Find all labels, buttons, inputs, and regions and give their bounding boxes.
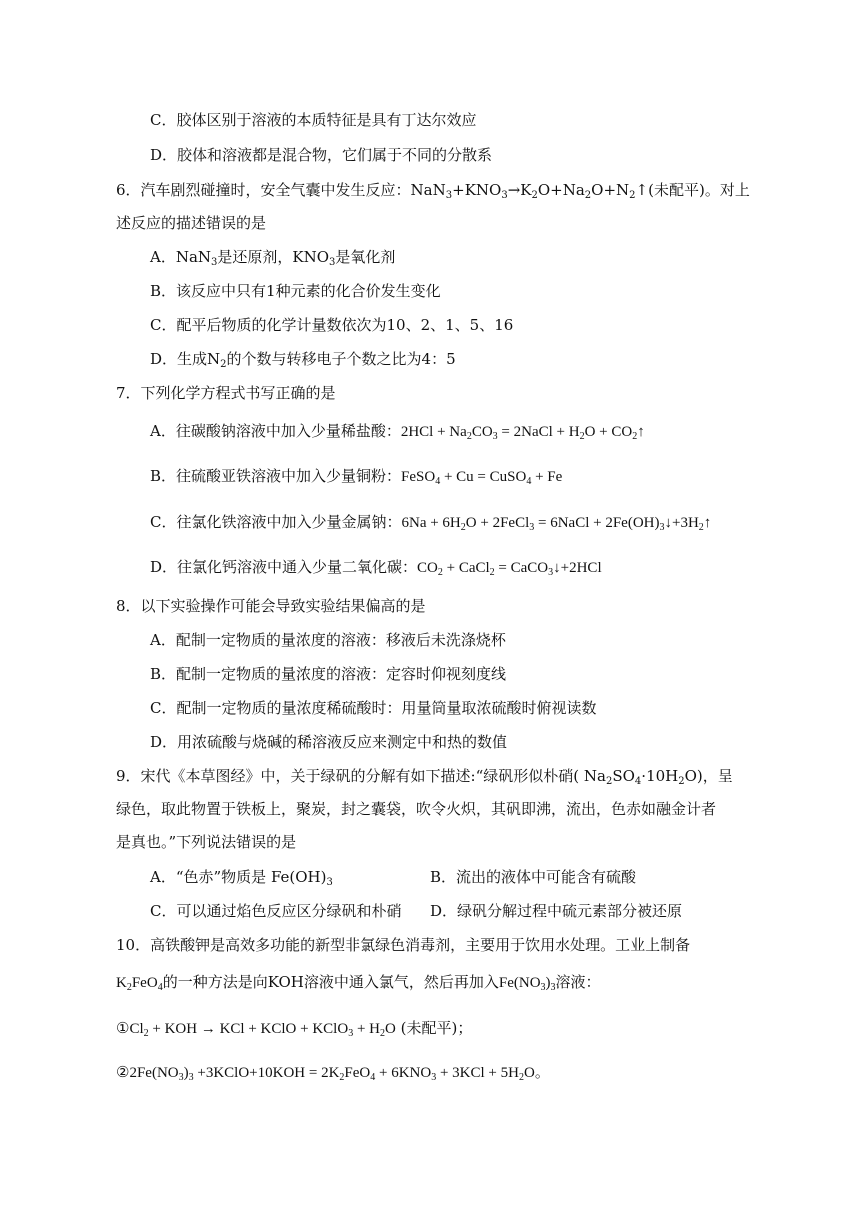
q8-option-d: D．用浓硫酸与烧碱的稀溶液反应来测定中和热的数值 [150, 733, 508, 751]
q8-option-b: B．配制一定物质的量浓度的溶液：定容时仰视刻度线 [150, 665, 507, 683]
q6-option-b: B．该反应中只有1种元素的化合价发生变化 [150, 282, 441, 300]
q10-stem-line2: $K_2FeO_4$的一种方法是向KOH溶液中通入氯气，然后再加入$Fe(NO_3)_3$溶液： [116, 973, 601, 993]
q9-stem-line3: 是真也。”下列说法错误的是 [116, 833, 297, 851]
q8-option-a: A．配制一定物质的量浓度的溶液：移液后未洗涤烧杯 [150, 631, 506, 649]
q9-stem: 9．宋代《本草图经》中，关于绿矾的分解有如下描述:“绿矾形似朴硝( $Na_2SO_4\cdot 10H_2O$)，呈 [116, 767, 733, 787]
q10-equation-2: $②2Fe(NO_3)_3$ +3KClO+10KOH = $2K_2FeO_4 + 6KNO_3 + 3KCl + 5H_2O$。 [116, 1063, 550, 1083]
q6-stem: 6．汽车剧烈碰撞时，安全气囊中发生反应：$NaN_3+KNO_3\to K_2O+Na_2O+N_2↑$(未配平)。对上 [116, 181, 750, 201]
q9-option-a: A．“色赤”物质是 $Fe(OH)_3$ [150, 868, 333, 888]
q8-stem: 8．以下实验操作可能会导致实验结果偏高的是 [116, 597, 426, 615]
q6-option-a: A．NaN$_3$是还原剂，$KNO_3$是氧化剂 [150, 248, 396, 268]
q5-option-d: D．胶体和溶液都是混合物，它们属于不同的分散系 [150, 146, 493, 164]
q6-stem-line2: 述反应的描述错误的是 [116, 214, 267, 232]
q9-option-b: B．流出的液体中可能含有硫酸 [430, 868, 637, 886]
q8-option-c: C．配制一定物质的量浓度稀硫酸时：用量筒量取浓硫酸时俯视读数 [150, 699, 597, 717]
q7-option-b: B．往硫酸亚铁溶液中加入少量铜粉：FeSO$_4$ + Cu = CuSO$_4$ + Fe [150, 467, 563, 487]
q6-option-d: D．生成$N_2$的个数与转移电子个数之比为4：5 [150, 350, 456, 370]
q9-option-c: C．可以通过焰色反应区分绿矾和朴硝 [150, 902, 402, 920]
q10-stem: 10．高铁酸钾是高效多功能的新型非氯绿色消毒剂，主要用于饮用水处理。工业上制备 [116, 936, 691, 954]
q7-stem: 7．下列化学方程式书写正确的是 [116, 384, 336, 402]
q6-option-c: C．配平后物质的化学计量数依次为10、2、1、5、16 [150, 316, 514, 334]
q7-option-d: D．往氯化钙溶液中通入少量二氧化碳：$CO_2$ + CaCl$_2$ = CaCO$_3$↓+2HCl [150, 558, 602, 578]
q9-option-d: D．绿矾分解过程中硫元素部分被还原 [430, 902, 683, 920]
q10-equation-1: $①Cl_2$ + KOH → KCl + KClO + KClO$_3$ + $H_2O$ (未配平)； [116, 1019, 473, 1039]
q7-option-a: A．往碳酸钠溶液中加入少量稀盐酸：$2HCl + Na_2CO_3$ = 2NaCl + $H_2O$ + $CO_2↑$ [150, 422, 645, 442]
q7-option-c: C．往氯化铁溶液中加入少量金属钠：$6Na + 6H_2O$ + 2FeCl$_3$ = 6NaCl + $2Fe(OH)_3↓+3H_2↑$ [150, 513, 712, 533]
q5-option-c: C．胶体区别于溶液的本质特征是具有丁达尔效应 [150, 111, 477, 129]
q9-stem-line2: 绿色，取此物置于铁板上，聚炭，封之囊袋，吹令火炽，其矾即沸，流出，色赤如融金计者 [116, 800, 717, 818]
